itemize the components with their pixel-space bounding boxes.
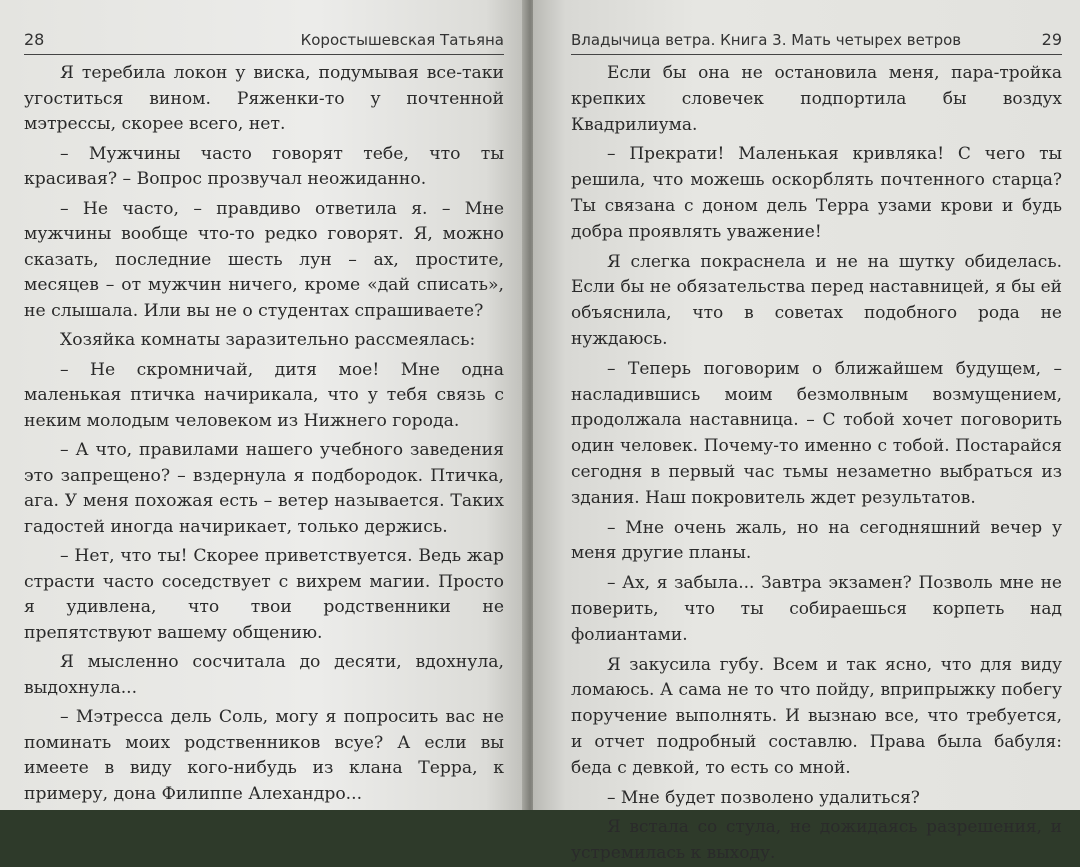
paragraph: – Не скромничай, дитя мое! Мне одна маленькая птичка начирикала, что у тебя связь с неким молодым человеком из Нижнего города. — [24, 359, 504, 431]
paragraph: Я мысленно сосчитала до десяти, вдохнула, выдохнула... — [24, 652, 504, 698]
paragraph: – Теперь поговорим о ближайшем будущем, – насладившись моим безмолвным возмущением, продолжала наставница. – С тобой хочет поговорить один человек. Почему-то именно с тобой. Постарайся сегодня в первый час тьмы незаметно выбраться из здания. Наш покровитель ждет результатов. — [571, 358, 1062, 508]
left-page-number: 28 — [24, 30, 45, 49]
right-page-number: 29 — [1041, 30, 1062, 49]
left-page — [0, 0, 528, 810]
paragraph: Хозяйка комнаты заразительно рассмеялась: — [60, 330, 476, 350]
paragraph: Я теребила локон у виска, подумывая все-таки угоститься вином. Ряженки-то у почтенной мэтрессы, скорее всего, нет. — [24, 63, 504, 134]
paragraph: Если бы она не остановила меня, пара-тройка крепких словечек подпортила бы воздух Квадрилиума. — [571, 63, 1062, 135]
right-page — [533, 0, 1080, 864]
left-running-head — [24, 30, 504, 55]
paragraph: – Мне очень жаль, но на сегодняшний вечер у меня другие планы. — [571, 517, 1062, 564]
paragraph: – Не часто, – правдиво ответила я. – Мне мужчины вообще что-то редко говорят. Я, можно сказать, последние шесть лун – ах, простите, месяцев – от мужчин ничего, кроме «дай списать», не слышала. Или вы не о студентах спрашиваете? — [24, 198, 504, 321]
paragraph: – Нет, что ты! Скорее приветствуется. Ведь жар страсти часто соседствует с вихрем магии. Просто я удивлена, что твои родственники не препятствуют вашему общению. — [24, 546, 504, 643]
right-running-head — [571, 30, 1062, 55]
paragraph: Я слегка покраснела и не на шутку обиделась. Если бы не обязательства перед наставницей, я бы ей объяснила, что в советах подобного рода не нуждаюсь. — [571, 251, 1062, 349]
paragraph: – Прекрати! Маленькая кривляка! С чего ты решила, что можешь оскорблять почтенного старца? Ты связана с доном дель Терра узами крови и будь добра проявлять уважение! — [571, 144, 1062, 242]
paragraph: – А что, правилами нашего учебного заведения это запрещено? – вздернула я подбородок. Птичка, ага. У меня похожая есть – ветер называется. Таких гадостей иногда начирикает, только держись. — [24, 440, 504, 537]
left-page-text — [24, 61, 504, 807]
paragraph: – Мэтресса дель Соль, могу я попросить вас не поминать моих родственников всуе? А если вы имеете в виду кого-нибудь из клана Терра, к примеру, дона Филиппе Алехандро... — [24, 707, 504, 804]
left-author-name: Коростышевская Татьяна — [300, 31, 504, 49]
paragraph: Я встала со стула, не дожидаясь разрешения, и устремилась к выходу. — [571, 817, 1062, 864]
paragraph: – Ах, я забыла... Завтра экзамен? Позволь мне не поверить, что ты собираешься корпеть над фолиантами. — [571, 573, 1062, 645]
right-book-title: Владычица ветра. Книга 3. Мать четырех ветров — [571, 31, 962, 49]
paragraph: – Мужчины часто говорят тебе, что ты красивая? – Вопрос прозвучал неожиданно. — [24, 143, 504, 189]
right-page-text — [571, 61, 1062, 867]
paragraph: Я закусила губу. Всем и так ясно, что для виду ломаюсь. А сама не то что пойду, вприпрыжку побегу поручение выполнять. И вызнаю все, что требуется, и отчет подробный составлю. Права была бабуля: беда с девкой, то есть со мной. — [571, 654, 1062, 778]
paragraph: – Мне будет позволено удалиться? — [607, 787, 920, 808]
